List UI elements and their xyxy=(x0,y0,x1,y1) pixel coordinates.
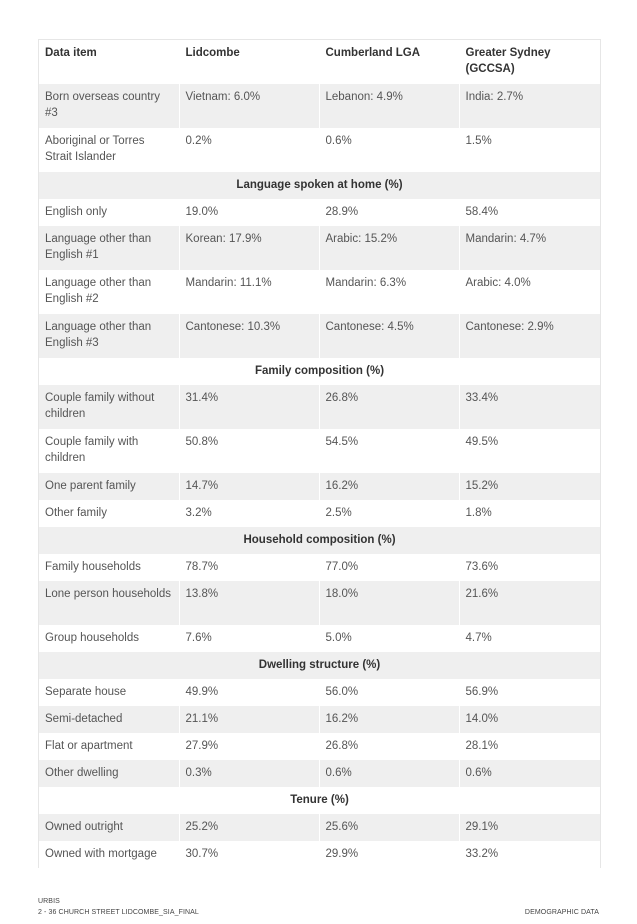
lidcombe-cell: 30.7% xyxy=(179,841,319,868)
cumberland-cell: 29.9% xyxy=(319,841,459,868)
table-body xyxy=(39,84,600,868)
demographic-table xyxy=(39,40,600,868)
lidcombe-cell: Vietnam: 6.0% xyxy=(179,84,319,128)
table-row xyxy=(39,199,600,226)
greater-sydney-cell: 58.4% xyxy=(465,206,499,218)
section-heading: Tenure (%) xyxy=(39,787,600,814)
greater-sydney-cell: 28.1% xyxy=(465,740,499,752)
cumberland-cell: Arabic: 15.2% xyxy=(319,226,459,270)
greater-sydney-cell: 29.1% xyxy=(459,814,600,841)
table-row xyxy=(39,625,600,652)
table-row xyxy=(39,385,600,429)
footer-document-name: 2 - 36 CHURCH STREET LIDCOMBE_SIA_FINAL xyxy=(38,909,199,916)
data-item-cell: Language other than English #1 xyxy=(39,226,179,270)
section-heading: Household composition (%) xyxy=(39,527,600,554)
cumberland-cell: 28.9% xyxy=(319,199,459,226)
data-item-cell: Flat or apartment xyxy=(39,733,179,760)
section-heading-row xyxy=(39,358,600,385)
section-heading: Dwelling structure (%) xyxy=(39,652,600,679)
cumberland-cell: 25.6% xyxy=(319,814,459,841)
greater-sydney-cell: 0.6% xyxy=(459,760,600,787)
data-item-cell: Language other than English #2 xyxy=(39,270,179,314)
data-item-cell: Family households xyxy=(39,554,179,581)
table-row xyxy=(39,500,600,527)
lidcombe-cell: 78.7% xyxy=(179,554,319,581)
table-row xyxy=(39,760,600,787)
footer-company-name: URBIS xyxy=(38,898,60,905)
lidcombe-cell: 31.4% xyxy=(179,385,319,429)
data-item-cell: Aboriginal or Torres Strait Islander xyxy=(39,128,179,172)
lidcombe-cell: 14.7% xyxy=(179,473,319,500)
data-item-cell: Owned outright xyxy=(39,814,179,841)
greater-sydney-cell: 1.5% xyxy=(465,135,492,147)
data-item-cell: Group households xyxy=(39,625,179,652)
lidcombe-cell: Korean: 17.9% xyxy=(179,226,319,270)
greater-sydney-cell: Mandarin: 4.7% xyxy=(459,226,600,270)
cumberland-cell: Mandarin: 6.3% xyxy=(319,270,459,314)
table-row xyxy=(39,679,600,706)
greater-sydney-cell: 73.6% xyxy=(465,561,499,573)
demographic-table-container xyxy=(38,39,601,868)
cumberland-cell: 0.6% xyxy=(319,128,459,172)
section-heading: Language spoken at home (%) xyxy=(39,172,600,199)
data-item-cell: Owned with mortgage xyxy=(39,841,179,868)
cumberland-cell: 54.5% xyxy=(319,429,459,473)
greater-sydney-cell: 33.4% xyxy=(459,385,600,429)
data-item-cell: Couple family without children xyxy=(39,385,179,429)
table-row xyxy=(39,814,600,841)
data-item-cell: Semi-detached xyxy=(39,706,179,733)
data-item-cell: Other family xyxy=(39,500,179,527)
data-item-cell: Other dwelling xyxy=(39,760,179,787)
table-row xyxy=(39,733,600,760)
lidcombe-cell: 3.2% xyxy=(179,500,319,527)
data-item-cell: Separate house xyxy=(39,679,179,706)
table-row xyxy=(39,128,600,172)
cumberland-cell: 56.0% xyxy=(319,679,459,706)
lidcombe-cell: 50.8% xyxy=(179,429,319,473)
footer-section-name: DEMOGRAPHIC DATA xyxy=(524,909,599,916)
data-item-cell: Lone person households xyxy=(39,581,179,625)
greater-sydney-cell: 4.7% xyxy=(465,632,492,644)
data-item-cell: Couple family with children xyxy=(39,429,179,473)
lidcombe-cell: 0.3% xyxy=(179,760,319,787)
lidcombe-cell: 13.8% xyxy=(179,581,319,625)
lidcombe-cell: 0.2% xyxy=(179,128,319,172)
lidcombe-cell: 27.9% xyxy=(179,733,319,760)
greater-sydney-cell: 15.2% xyxy=(459,473,600,500)
table-row xyxy=(39,84,600,128)
footer-company xyxy=(38,898,599,905)
table-row xyxy=(39,581,600,625)
section-heading: Family composition (%) xyxy=(39,358,600,385)
cumberland-cell: 26.8% xyxy=(319,385,459,429)
cumberland-cell: Lebanon: 4.9% xyxy=(319,84,459,128)
cumberland-cell: 16.2% xyxy=(319,473,459,500)
cumberland-cell: 18.0% xyxy=(319,581,459,625)
greater-sydney-cell: India: 2.7% xyxy=(459,84,600,128)
table-row xyxy=(39,841,600,868)
lidcombe-cell: 25.2% xyxy=(179,814,319,841)
table-row xyxy=(39,226,600,270)
cumberland-cell: Cantonese: 4.5% xyxy=(319,314,459,358)
table-row xyxy=(39,429,600,473)
greater-sydney-cell: 14.0% xyxy=(459,706,600,733)
cumberland-cell: 16.2% xyxy=(319,706,459,733)
cumberland-cell: 2.5% xyxy=(319,500,459,527)
lidcombe-cell: 7.6% xyxy=(179,625,319,652)
header-data-item: Data item xyxy=(39,40,179,84)
greater-sydney-cell: 56.9% xyxy=(465,686,499,698)
greater-sydney-cell: Arabic: 4.0% xyxy=(465,277,531,289)
section-heading-row xyxy=(39,652,600,679)
section-heading-row xyxy=(39,527,600,554)
lidcombe-cell: 49.9% xyxy=(179,679,319,706)
table-row xyxy=(39,473,600,500)
lidcombe-cell: 21.1% xyxy=(179,706,319,733)
table-row xyxy=(39,554,600,581)
footer-line xyxy=(38,909,599,916)
lidcombe-cell: Cantonese: 10.3% xyxy=(179,314,319,358)
section-heading-row xyxy=(39,172,600,199)
table-row xyxy=(39,314,600,358)
cumberland-cell: 5.0% xyxy=(319,625,459,652)
data-item-cell: Born overseas country #3 xyxy=(39,84,179,128)
table-row xyxy=(39,270,600,314)
lidcombe-cell: 19.0% xyxy=(179,199,319,226)
greater-sydney-cell: 1.8% xyxy=(465,507,492,519)
header-cumberland-lga: Cumberland LGA xyxy=(319,40,459,84)
data-item-cell: Language other than English #3 xyxy=(39,314,179,358)
greater-sydney-cell: Cantonese: 2.9% xyxy=(459,314,600,358)
cumberland-cell: 0.6% xyxy=(319,760,459,787)
greater-sydney-cell: 49.5% xyxy=(465,436,499,448)
section-heading-row xyxy=(39,787,600,814)
header-lidcombe: Lidcombe xyxy=(179,40,319,84)
greater-sydney-cell: 33.2% xyxy=(465,848,499,860)
data-item-cell: One parent family xyxy=(39,473,179,500)
cumberland-cell: 26.8% xyxy=(319,733,459,760)
table-header-row xyxy=(39,40,600,84)
table-row xyxy=(39,706,600,733)
lidcombe-cell: Mandarin: 11.1% xyxy=(179,270,319,314)
cumberland-cell: 77.0% xyxy=(319,554,459,581)
header-greater-sydney: Greater Sydney (GCCSA) xyxy=(465,47,551,75)
data-item-cell: English only xyxy=(39,199,179,226)
greater-sydney-cell: 21.6% xyxy=(459,581,600,625)
